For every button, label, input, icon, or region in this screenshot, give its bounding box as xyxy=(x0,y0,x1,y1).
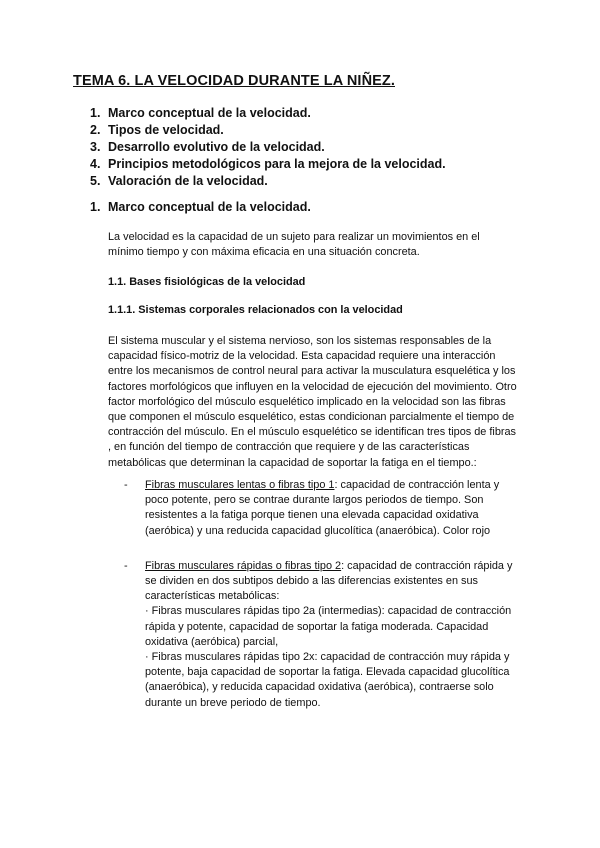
section-heading xyxy=(90,200,311,214)
toc-item xyxy=(90,156,446,173)
list-item-term: Fibras musculares lentas o fibras tipo 1 xyxy=(145,479,335,491)
toc-item xyxy=(90,122,446,139)
toc-label: Principios metodológicos para la mejora de la velocidad. xyxy=(108,157,446,171)
bullet-dash: - xyxy=(124,559,128,572)
toc-label: Marco conceptual de la velocidad. xyxy=(108,106,311,120)
list-item-term: Fibras musculares rápidas o fibras tipo 2 xyxy=(145,559,342,572)
list-subitem: · Fibras musculares rápidas tipo 2a (intermedias): capacidad de contracción rápida y potente, capacidad de soportar la fatiga moderada. Capacidad oxidativa (aeróbica) parcial, xyxy=(145,605,512,648)
toc-label: Tipos de velocidad. xyxy=(108,123,224,137)
bullet-dash: - xyxy=(124,479,128,491)
list-item-text: : capacidad de contracción rápida y se dividen en dos subtipos debido a las diferencias existentes en sus características metabólicas: xyxy=(145,559,513,603)
list-subitem: · Fibras musculares rápidas tipo 2x: capacidad de contracción muy rápida y potente, baja capacidad de soportar la fatiga. Elevada capacidad glucolítica (anaeróbica), y reducida capacidad oxidativa (aeróbica), contraerse solo durante un breve periodo de tiempo. xyxy=(145,651,510,709)
toc-number: 1. xyxy=(90,106,101,120)
toc-item xyxy=(90,105,446,122)
page-title: TEMA 6. LA VELOCIDAD DURANTE LA NIÑEZ. xyxy=(73,73,395,89)
toc-number: 4. xyxy=(90,157,101,171)
section-number: 1. xyxy=(90,200,101,214)
list-item-text: : capacidad de contracción lenta y poco potente, pero se contrae durante largos periodos de tiempo. Son resistentes a la fatiga porque tienen una elevada capacidad oxidativa (aeróbica) y una reducida capacidad glucolítica (anaeróbica). Color rojo xyxy=(145,479,500,537)
list-item xyxy=(124,478,524,539)
subsubsection-heading: 1.1.1. Sistemas corporales relacionados con la velocidad xyxy=(108,304,403,316)
toc-label: Valoración de la velocidad. xyxy=(108,174,268,188)
toc-item xyxy=(90,139,446,156)
fiber-types-list xyxy=(124,478,524,711)
table-of-contents xyxy=(90,105,446,190)
intro-paragraph: La velocidad es la capacidad de un sujeto para realizar un movimientos en el mínimo tiempo y con máxima eficacia en una situación concreta. xyxy=(108,231,480,259)
toc-number: 3. xyxy=(90,140,101,154)
body-paragraph: El sistema muscular y el sistema nervioso, son los sistemas responsables de la capacidad físico-motriz de la velocidad. Esta capacidad requiere una interacción entre los mecanismos de control neural para activar la musculatura esquelética y los factores morfológicos que influyen en la velocidad de ejecución del movimiento. Otro factor morfológico del músculo esquelético implicado en la velocidad son las fibras que componen el músculo esquelético, estas condicionan parcialmente el tiempo de contracción del músculo. En el músculo esquelético se identifican tres tipos de fibras , en función del tiempo de contracción que requiere y de las características metabólicas que determinan la capacidad de soportar la fatiga en el tiempo.: xyxy=(108,335,517,469)
subsection-heading: 1.1. Bases fisiológicas de la velocidad xyxy=(108,276,306,288)
toc-label: Desarrollo evolutivo de la velocidad. xyxy=(108,140,325,154)
toc-number: 5. xyxy=(90,174,101,188)
toc-item xyxy=(90,173,446,190)
toc-number: 2. xyxy=(90,123,101,137)
section-heading-label: Marco conceptual de la velocidad. xyxy=(108,200,311,214)
list-item xyxy=(124,559,524,711)
